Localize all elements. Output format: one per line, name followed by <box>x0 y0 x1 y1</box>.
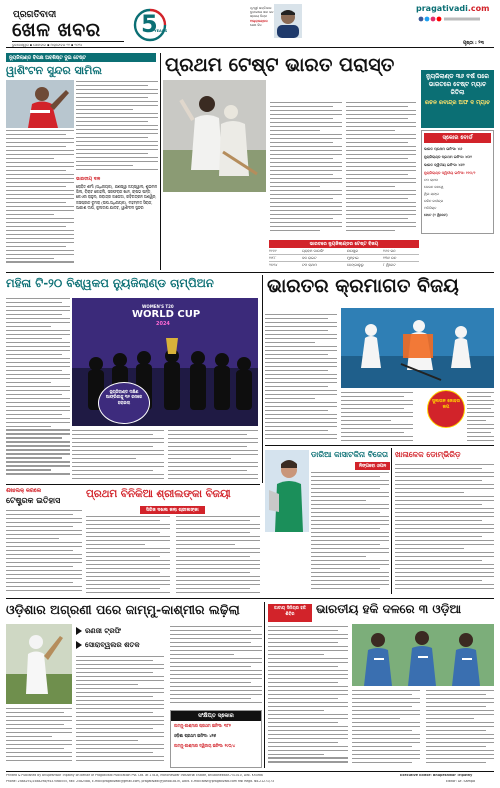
section-rule <box>6 484 260 485</box>
teaser-line: ଦୁବାଇଲେ ସାନ ଜନ <box>250 10 274 15</box>
batsman-photo <box>6 624 72 704</box>
story-right-brief <box>395 446 494 596</box>
squad-text: ରୋହିତ ଶର୍ମା (ଅଧିନାୟକ), ଯଶସ୍ୱୀ ଜୟସ୍ୱାଲ, ଶୁଭମନ ଗିଲ, ବିରାଟ କୋହଲି, ସରଫରାଜ ଖାନ, ଋଷଭ ପନ୍ତ, କେଏଲ ରାହୁଲ, ରବୀନ୍ଦ୍ର ଜାଡେଜା, ରବିଚନ୍ଦ୍ରନ ଅଶ୍ୱିନ, ଜସପ୍ରୀତ ବୁମରା (ଉପ-ଅଧିନାୟକ), ମହମ୍ମଦ ସିରାଜ, ଆକାଶ ଦୀପ, କୁଲଦୀପ ଯାଦବ, ୱାଶିଂଟନ ସୁନ୍ଦର <box>76 184 157 210</box>
story-sri-lanka <box>86 486 260 596</box>
banner-year: 2024 <box>156 321 170 327</box>
story-headline: ଟେଷ୍ଟ୍ରକ ଇତିହାସ <box>6 496 61 505</box>
play-icon <box>76 627 82 635</box>
teaser-red: ଅଲ୍‌ରାଉଣ୍ଡର <box>250 18 268 23</box>
story-body <box>176 516 260 594</box>
table-row <box>269 255 419 262</box>
scoreboard-line: ୱିଲ ୟଙ୍ଗ <box>424 192 439 196</box>
scoreboard-line: ଭାରତ ଦ୍ୱିତୀୟ ଇନିଂସ: ୪୬୨ <box>424 163 465 167</box>
anniversary-number: 5 <box>141 10 158 38</box>
tournament-badge-text: ସୁଲତାନ ଜୋହର କପ <box>431 399 461 410</box>
story-body <box>6 510 82 594</box>
brand-name: ପ୍ରଗତିବାଦୀ <box>13 10 57 20</box>
story-body <box>86 516 170 594</box>
teaser-photo <box>274 4 302 38</box>
table-row <box>269 262 419 268</box>
table-cell: ୧୯୮୮ <box>269 256 277 261</box>
table-cell: ବେଙ୍ଗାଲୁରୁ <box>347 263 364 268</box>
celebration-photo <box>163 80 266 192</box>
squad-box <box>76 176 158 270</box>
ranji-tag-text: ରଣଜୀ ଟ୍ରଫି <box>85 626 122 635</box>
story-headline: ଭାରତୀୟ ହକି ଦଳରେ ୩ ଓଡ଼ିଆ <box>316 602 462 616</box>
banner-main: WORLD CUP <box>132 309 201 320</box>
table-cell: ମୁମ୍ବାଇ <box>347 256 359 261</box>
anniversary-years: YEARS <box>154 29 168 33</box>
story-hockey-camp <box>268 600 494 770</box>
table-cell: ଜନ ରାଇଟ <box>302 256 317 261</box>
story-body <box>170 626 262 706</box>
story-body <box>467 392 494 444</box>
story-headline: ପ୍ରଥମ ବିନିକିଆ ଶ୍ରୀଲଙ୍କା ବିଜୟୀ <box>86 488 231 500</box>
tennis-photo <box>265 450 309 532</box>
masthead-underline <box>12 41 124 42</box>
story-headline: ଖାଳାଳେକ ଡୋମ୍ଭିରିଡ଼ <box>395 450 461 459</box>
site-name: pragativadi <box>416 4 468 13</box>
story-headline: ପ୍ରଥମ ଟେଷ୍ଟ ଭାରତ ପରାସ୍ତ <box>165 54 395 76</box>
scoreboard-line: ଡେଭନ କନୱେ <box>424 185 444 189</box>
hockey-photo <box>341 308 494 388</box>
nz-wins-table <box>269 240 419 270</box>
table-cell: ୧୯୬୯ <box>269 249 277 254</box>
column-divider <box>264 602 265 768</box>
site-tld: .com <box>467 4 490 13</box>
result-badge-text: ନ୍ୟୁଜିଲାଣ୍ଡ ଦକ୍ଷିଣ ଆଫ୍ରିକାକୁ ୩୨ ରନରେ ହରାଇଲା <box>105 389 143 405</box>
banner-top: WOMEN'S T20 <box>142 304 174 309</box>
century-tag <box>76 640 140 650</box>
trophy-photo <box>72 298 258 426</box>
scoreboard-line: ନ୍ୟୁଜିଲାଣ୍ଡ ଦ୍ୱିତୀୟ ଇନିଂସ: ୧୧୦/୨ <box>424 171 476 175</box>
page-number: ପୃଷ୍ଠା : ୨୩ <box>463 41 484 46</box>
short-score-line: ଜାମ୍ମୁ-କାଶ୍ମୀର ପ୍ରଥମ ଇନିଂସ: ୩୮୨ <box>174 723 231 728</box>
story-first-test <box>163 50 494 272</box>
player-of-match: ରଚିନ ରବୀନ୍ଦ୍ର ଅଫ ଦି ମ୍ୟାଚ <box>424 100 491 106</box>
short-score-box <box>170 710 262 768</box>
story-headline: ଓଡ଼ିଶାର ଅଗ୍ରଣୀ ପରେ ଜାମ୍ମୁ-କାଶ୍ମୀର ଲଢ଼ିଲା <box>6 602 240 617</box>
story-body <box>76 656 164 768</box>
imprint-line: Printed & Published by Bhupeshwar Tripathy on behalf of Pragativadi Publication Pvt. Ltd. at 178-B, Mancheswar Industrial Estate, Bhubaneswar-751010, Dist. Khurda <box>6 774 263 777</box>
story-body <box>265 314 337 444</box>
story-body <box>352 690 420 768</box>
story-body <box>76 81 158 173</box>
players-photo <box>352 624 494 686</box>
scoreboard-title: ସ୍କୋର ବୋର୍ଡ <box>424 133 491 143</box>
executive-editor: Executive Editor: Bhupeshwar Tripathy <box>400 774 473 777</box>
short-score-line: ଓଡ଼ିଶା ପ୍ରଥମ ଇନିଂସ: ୪୧୬ <box>174 733 217 738</box>
story-body <box>168 430 258 482</box>
site-logo <box>416 4 489 13</box>
dateline: ଭୁବନେଶ୍ୱର ▪ ସୋମବାର ▪ ଅକ୍ଟୋବର ୨୧ ▪ ୨୦୨୪ <box>12 43 83 47</box>
squad-heading: ଭାରତୀୟ ଦଳ <box>76 177 101 182</box>
scoreboard-line: ଟମ ଲାଥମ <box>424 178 439 182</box>
story-body <box>72 430 164 482</box>
story-body <box>6 130 74 268</box>
result-badge <box>98 382 150 424</box>
scoreboard <box>421 130 494 234</box>
story-body <box>341 392 413 444</box>
story-kicker: ଶିଖାଲିକ୍ କରିଲେ <box>6 488 42 494</box>
story-headline: ଡାରିଆ କାସାଟକିନା ବିଜେତା <box>311 450 389 459</box>
table-cell: ଗ୍ରାହମ ଡାଉଲିଂ <box>302 249 325 254</box>
column-divider <box>391 448 392 594</box>
masthead-rule <box>6 47 494 48</box>
story-subhead: ସିରିଜ ଦଖଲ କଲା ଶ୍ରୀଲଙ୍କା <box>140 506 205 514</box>
story-body <box>346 102 416 238</box>
story-washington <box>6 50 158 272</box>
short-score-title: ସଂକ୍ଷିପ୍ତ ସ୍କୋର <box>171 711 261 721</box>
story-womens-t20 <box>6 274 260 484</box>
table-cell: ଟମ ଲାଥମ <box>302 263 317 268</box>
story-test-history <box>6 486 82 596</box>
story-body <box>426 690 494 768</box>
table-cell: ୮ ୱିକେଟ <box>383 263 396 268</box>
story-kasatkina <box>265 446 389 596</box>
table-cell: ୧୩୬ ରନ <box>383 256 397 261</box>
section-rule <box>6 272 494 273</box>
play-icon <box>76 641 82 649</box>
story-body <box>6 708 72 768</box>
story-body <box>395 464 494 592</box>
social-icons <box>418 16 482 22</box>
column-divider <box>160 53 161 270</box>
imprint-line: Phone: 2588291/2588298/9437068555, Fax: 2582588, E-mail:pragativadi@gmail.com, pragativadi@yahoo.co.in, Advt. E-mail:advt@pragativadi.com RNI Regd. No.21271/73 <box>6 780 275 783</box>
imprint-footer <box>6 771 494 787</box>
scoreboard-line: ମୋଟ (୨ ୱିକେଟ) <box>424 213 448 217</box>
story-kicker: ନ୍ୟୁଜିଲାଣ୍ଡ ବିପକ୍ଷ ଅବଶିଷ୍ଟ ଦୁଇ ଟେଷ୍ଟ <box>6 53 156 62</box>
player-photo <box>6 80 74 128</box>
teaser-line: ଶ୍ରେୟ ଦିନ୍ନା <box>250 14 267 19</box>
short-score-line: ଜାମ୍ମୁ-କାଶ୍ମୀର ଦ୍ୱିତୀୟ ଇନିଂସ: ୧୯୦/୪ <box>174 743 236 748</box>
tournament-badge <box>427 390 465 428</box>
story-body <box>270 102 342 238</box>
column-divider <box>262 275 263 483</box>
story-ranji <box>6 600 262 770</box>
story-body <box>6 298 70 482</box>
tournament-label: ନିଙ୍ଗବୋ ଓପନ <box>355 462 390 470</box>
table-row <box>269 248 419 255</box>
table-title: ଭାରତରେ ନ୍ୟୁଜିଲାଣ୍ଡର ଟେଷ୍ଟ ବିଜୟ <box>269 240 419 248</box>
story-kicker: ଜାତୀୟ ସିନିୟର ହକି ଶିବିର <box>268 604 312 622</box>
story-body <box>311 472 389 592</box>
story-headline: ଭାରତର କ୍ରମାଗତ ବିଜୟ <box>267 275 459 297</box>
story-hockey-win <box>265 274 494 444</box>
ranji-tag <box>76 626 121 636</box>
scoreboard-line: ରଚିନ ରବୀନ୍ଦ୍ର <box>424 199 444 203</box>
table-cell: ୧୬୭ ରନ <box>383 249 396 254</box>
scoreboard-line: ଭାରତ ପ୍ରଥମ ଇନିଂସ: ୪୬ <box>424 147 463 151</box>
story-headline: ୱାଶିଂଟନ ସୁନ୍ଦର ସାମିଲ <box>6 64 102 77</box>
masthead <box>0 0 500 50</box>
century-tag-text: ସୋରାବ୍ୱଲର ଶତକ <box>85 640 140 649</box>
scoreboard-line: ଅତିରିକ୍ତ <box>424 206 437 210</box>
story-headline: ମହିଳା ଟି-୨୦ ବିଶ୍ୱକପ ନ୍ୟୁଜିଲାଣ୍ଡ ଚାମ୍ପିଅନ <box>6 276 214 290</box>
section-title: ଖେଳ ଖବର <box>12 19 101 41</box>
nz-win-box <box>421 70 494 128</box>
table-cell: ୨୦୨୪ <box>269 263 278 268</box>
story-body <box>268 626 348 768</box>
editor: Editor: Dr. Sampa <box>446 780 475 783</box>
scoreboard-line: ନ୍ୟୁଜିଲାଣ୍ଡ ପ୍ରଥମ ଇନିଂସ: ୪୦୨ <box>424 155 472 159</box>
anniversary-logo <box>132 7 168 43</box>
table-cell: ନାଗପୁର <box>347 249 359 254</box>
teaser-line: ଶେଷ ଦିନ <box>250 22 262 27</box>
section-rule <box>6 598 494 599</box>
nz-win-title: ନ୍ୟୁଜିଲାଣ୍ଡ ୩୬ ବର୍ଷ ପରେ ଭାରତରେ ଟେଷ୍ଟ ମ୍ୟାଚ ଜିତିଲା <box>426 73 489 96</box>
teaser-line: ପୃଥ୍ୱୀ ଶକ୍ତିକାର <box>250 6 272 10</box>
